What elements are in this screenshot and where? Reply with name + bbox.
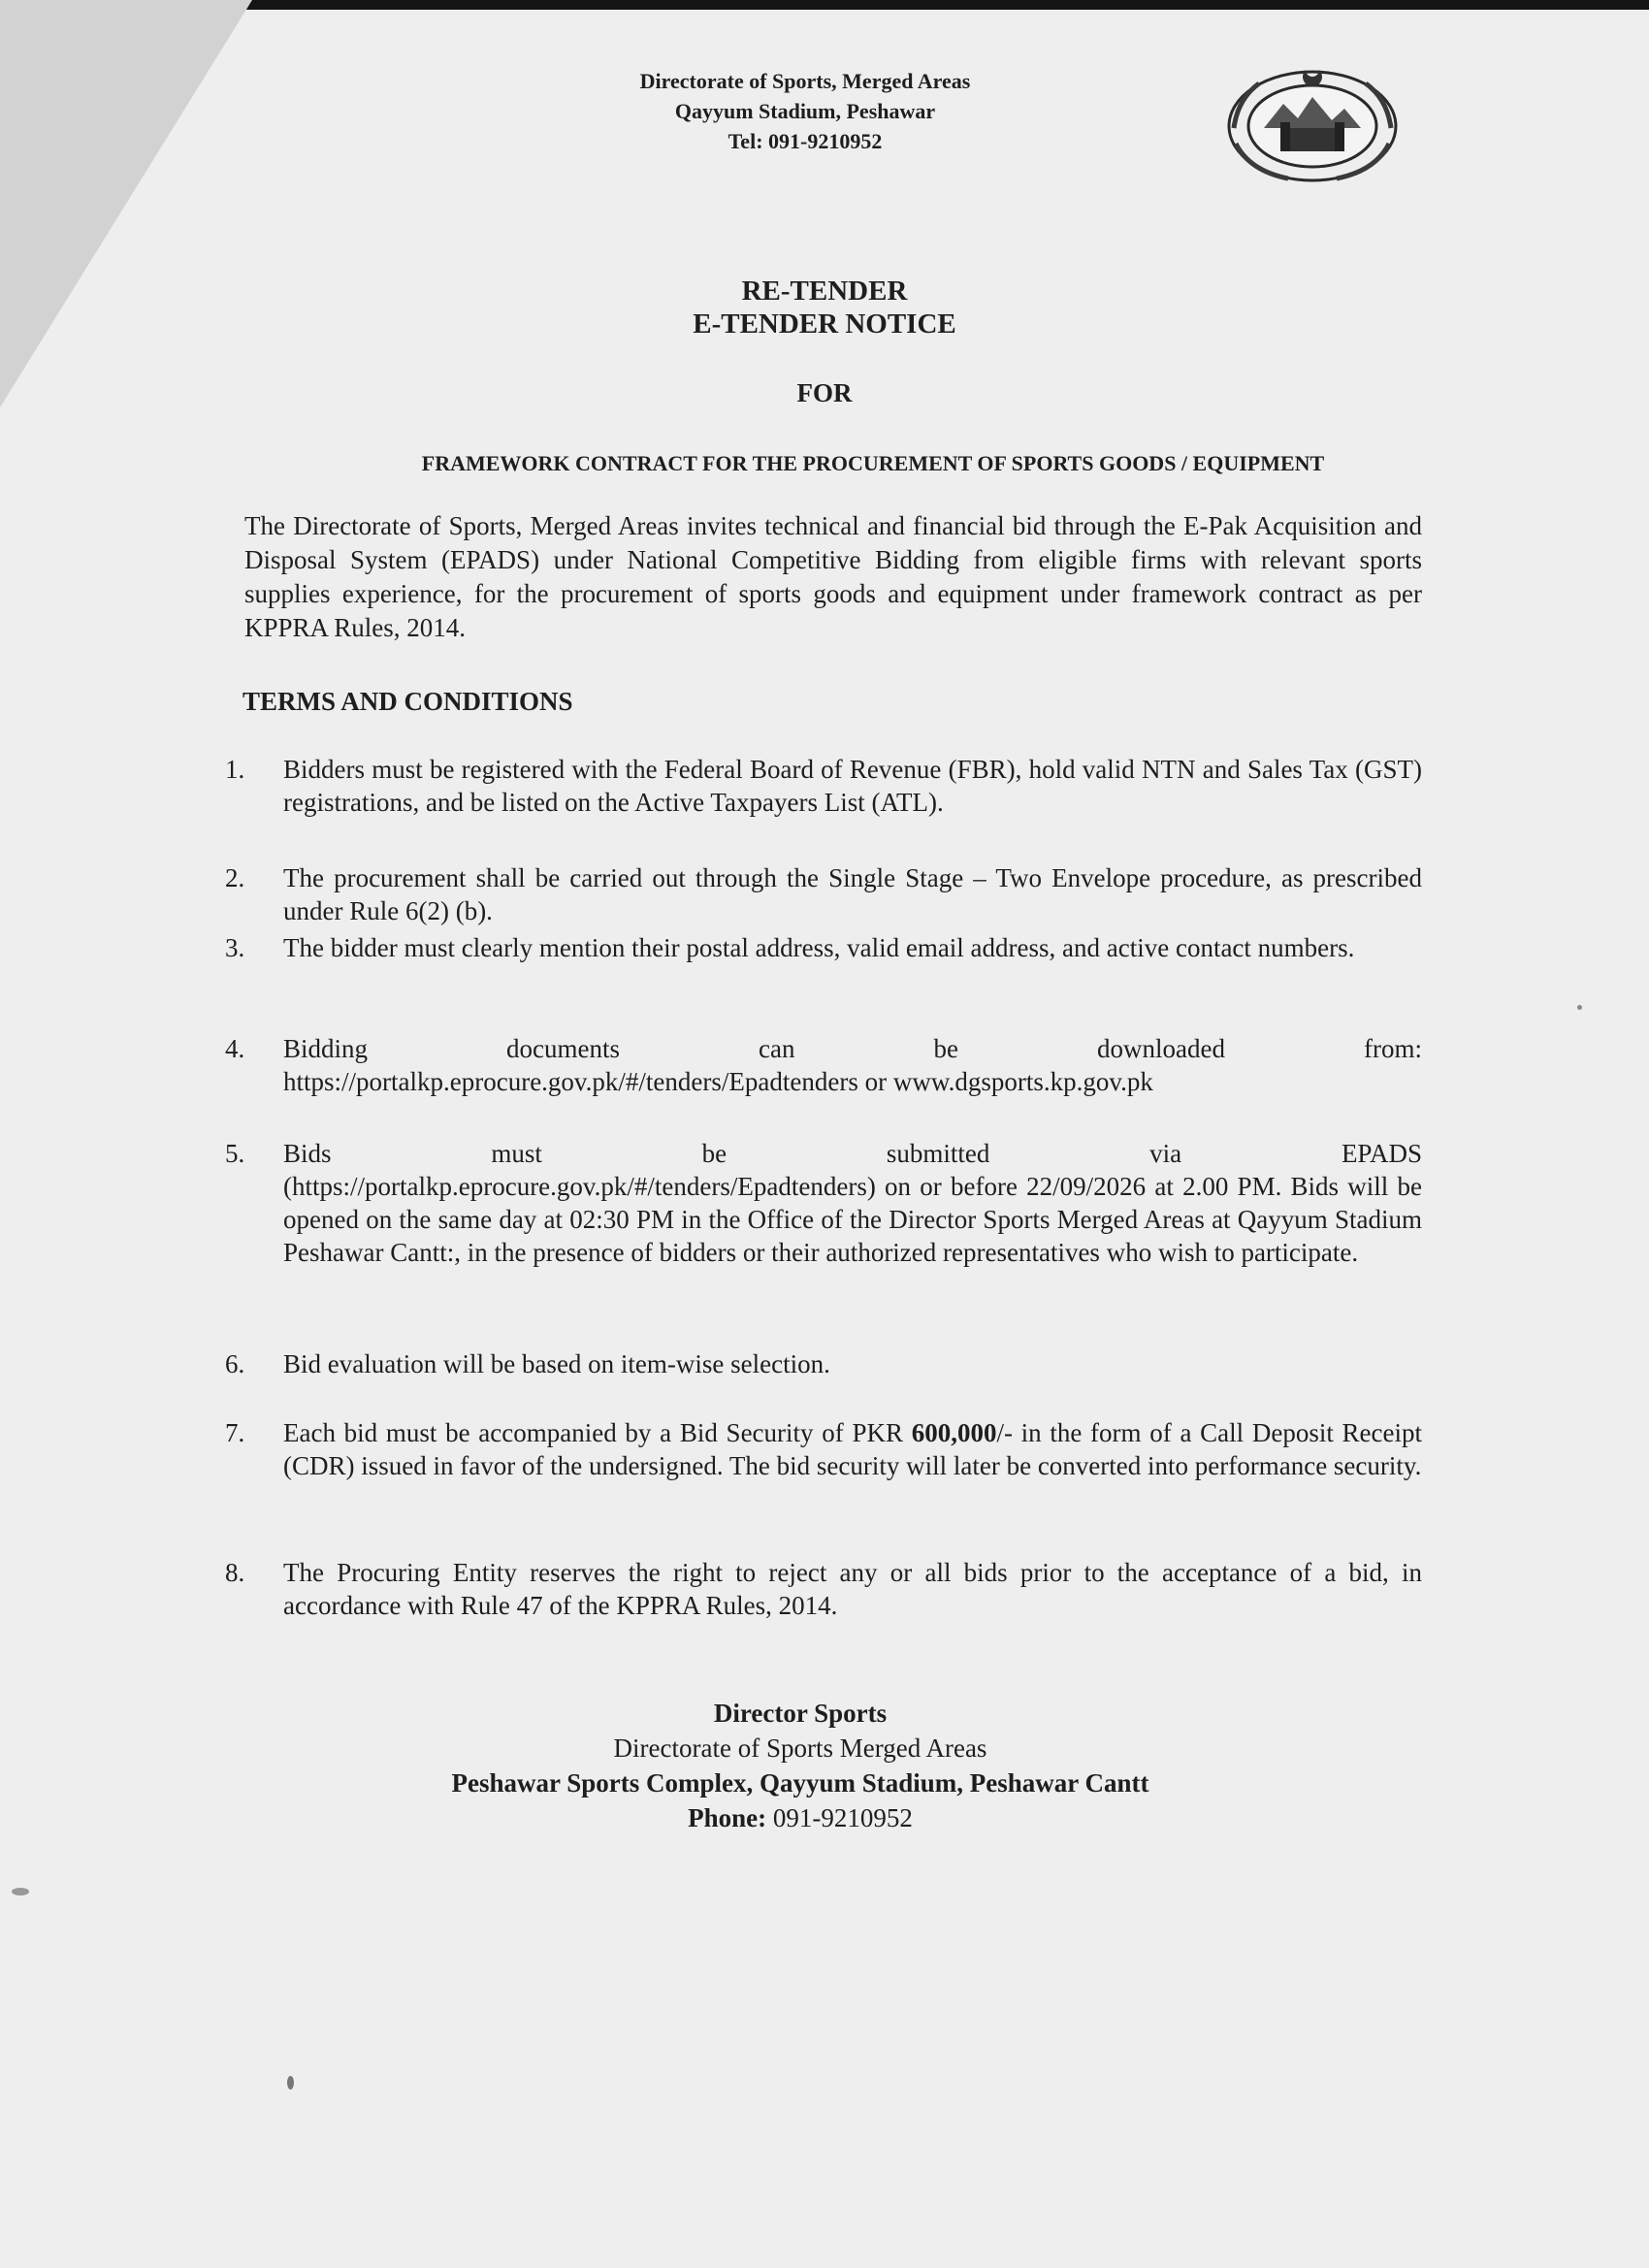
- term-item-6: [225, 1347, 1422, 1380]
- term-number: 5.: [225, 1139, 245, 1168]
- signature-block: [0, 1696, 1600, 1835]
- term-number: 7.: [225, 1418, 245, 1447]
- term-word: be: [933, 1034, 958, 1063]
- submission-details: (https://portalkp.eprocure.gov.pk/#/tenders/Epadtenders) on or before 22/09/2026 at 2.00 PM. Bids will be opened on the same day at 02:30 PM in the Office of the Director Sports Merged Areas at Qayyum Stadium Peshawar Cantt:, in the presence of bidders or their authorized representatives who wish to participate.: [283, 1172, 1422, 1267]
- term-item-8: [225, 1556, 1422, 1622]
- bid-security-amount: 600,000: [911, 1418, 997, 1447]
- term-5-first-line: [283, 1137, 1422, 1170]
- term-item-4: [225, 1032, 1422, 1098]
- folded-corner: [0, 0, 252, 407]
- term-number: 6.: [225, 1349, 245, 1378]
- tender-title: [0, 275, 1649, 340]
- bid-security-text: Each bid must be accompanied by a Bid Security of PKR: [283, 1418, 912, 1447]
- scan-speck: [1577, 1005, 1582, 1010]
- term-item-5: [225, 1137, 1422, 1269]
- term-word: Bidding: [283, 1034, 369, 1063]
- terms-heading: TERMS AND CONDITIONS: [242, 687, 573, 716]
- term-text: The bidder must clearly mention their postal address, valid email address, and active contact numbers.: [283, 933, 1355, 962]
- term-text: [283, 1416, 1422, 1482]
- term-item-2: [225, 861, 1422, 927]
- scan-speck: [287, 2076, 294, 2090]
- term-number: 1.: [225, 755, 245, 784]
- term-4-first-line: [283, 1032, 1422, 1065]
- letterhead-phone: Tel: 091-9210952: [728, 129, 883, 153]
- term-word: must: [491, 1139, 542, 1168]
- term-word: Bids: [283, 1139, 332, 1168]
- letterhead-address: Qayyum Stadium, Peshawar: [674, 99, 936, 123]
- phone-number: 091-9210952: [766, 1803, 913, 1832]
- signatory-title: Director Sports: [713, 1699, 888, 1728]
- emblem-logo: [1220, 60, 1405, 186]
- title-etender-notice: E-TENDER NOTICE: [693, 308, 956, 340]
- term-word: downloaded: [1097, 1034, 1225, 1063]
- signatory-office: Directorate of Sports Merged Areas: [613, 1733, 987, 1763]
- term-item-7: [225, 1416, 1422, 1482]
- term-word: documents: [506, 1034, 621, 1063]
- phone-label: Phone:: [688, 1803, 767, 1832]
- signatory-address: Peshawar Sports Complex, Qayyum Stadium, Peshawar Cantt: [451, 1768, 1149, 1798]
- term-number: 3.: [225, 933, 245, 962]
- term-word: EPADS: [1341, 1139, 1422, 1168]
- term-text: The Procuring Entity reserves the right to reject any or all bids prior to the acceptance of a bid, in accordance with Rule 47 of the KPPRA Rules, 2014.: [283, 1558, 1422, 1620]
- term-item-1: [225, 753, 1422, 819]
- tender-subject: FRAMEWORK CONTRACT FOR THE PROCUREMENT OF SPORTS GOODS / EQUIPMENT: [421, 451, 1325, 475]
- term-word: be: [701, 1139, 728, 1168]
- letterhead: [466, 66, 1145, 156]
- signatory-phone: [0, 1800, 1600, 1835]
- term-word: submitted: [886, 1139, 990, 1168]
- term-text: Bidders must be registered with the Federal Board of Revenue (FBR), hold valid NTN and Sales Tax (GST) registrations, and be listed on the Active Taxpayers List (ATL).: [283, 755, 1422, 817]
- term-number: 4.: [225, 1034, 245, 1063]
- title-for: FOR: [796, 378, 853, 407]
- intro-paragraph: The Directorate of Sports, Merged Areas invites technical and financial bid through the E-Pak Acquisition and Disposal System (EPADS) under National Competitive Bidding from eligible firms with relevant sports supplies experience, for the procurement of sports goods and equipment under framework contract as per KPPRA Rules, 2014.: [244, 511, 1422, 642]
- term-text: The procurement shall be carried out through the Single Stage – Two Envelope procedure, as prescribed under Rule 6(2) (b).: [283, 863, 1422, 925]
- scan-speck: [12, 1888, 29, 1895]
- download-links: https://portalkp.eprocure.gov.pk/#/tenders/Epadtenders or www.dgsports.kp.gov.pk: [283, 1067, 1153, 1096]
- title-retender: RE-TENDER: [741, 275, 908, 307]
- bid-security-text-rest: /- in the form of a Call Deposit Receipt (CDR) issued in favor of the undersigned. The bid security will later be converted into performance security.: [283, 1418, 1423, 1480]
- term-word: via: [1149, 1139, 1182, 1168]
- term-item-3: [225, 931, 1422, 964]
- term-text: Bid evaluation will be based on item-wise selection.: [283, 1349, 830, 1378]
- term-word: from:: [1364, 1034, 1422, 1063]
- letterhead-org: Directorate of Sports, Merged Areas: [639, 69, 971, 93]
- term-number: 2.: [225, 863, 245, 892]
- term-word: can: [759, 1034, 795, 1063]
- term-number: 8.: [225, 1558, 245, 1587]
